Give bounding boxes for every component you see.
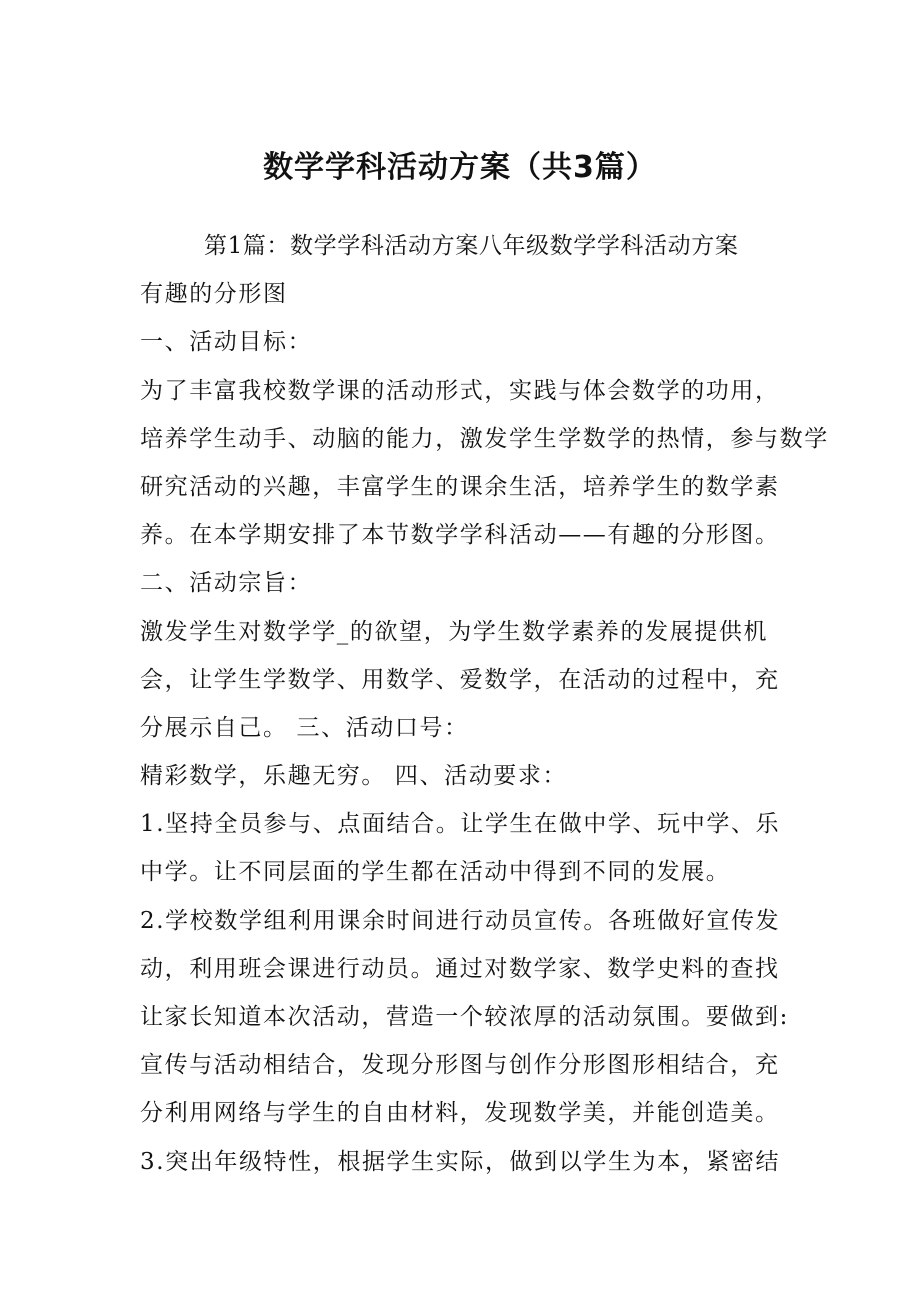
body-line: 激发学生对数学学_的欲望，为学生数学素养的发展提供机: [140, 618, 769, 645]
section-heading: 二、活动宗旨：: [140, 570, 313, 597]
section-heading: 一、活动目标：: [140, 329, 313, 356]
body-line: 分展示自己。 三、活动口号：: [140, 714, 469, 741]
list-item: 3.突出年级特性，根据学生实际，做到以学生为本，紧密结: [140, 1148, 781, 1175]
body-line: 分利用网络与学生的自由材料，发现数学美，并能创造美。: [140, 1100, 780, 1127]
body-line: 精彩数学，乐趣无穷。 四、活动要求：: [140, 763, 568, 790]
body-line: 有趣的分形图: [140, 281, 288, 308]
body-line: 中学。让不同层面的学生都在活动中得到不同的发展。: [140, 859, 731, 886]
body-line: 宣传与活动相结合，发现分形图与创作分形图形相结合，充: [140, 1052, 780, 1079]
document-body: [140, 222, 829, 1186]
document-title: 数学学科活动方案（共3篇）: [263, 150, 657, 185]
body-line: 研究活动的兴趣，丰富学生的课余生活，培养学生的数学素: [140, 473, 780, 500]
body-line: 让家长知道本次活动，营造一个较浓厚的活动氛围。要做到:: [140, 1004, 789, 1030]
body-line: 培养学生动手、动脑的能力，激发学生学数学的热情，参与数学: [140, 425, 829, 452]
list-item: 2.学校数学组利用课余时间进行动员宣传。各班做好宣传发: [140, 907, 781, 934]
body-line: 为了丰富我校数学课的活动形式，实践与体会数学的功用，: [140, 377, 780, 404]
section-heading: 第1篇：数学学科活动方案八年级数学学科活动方案: [204, 233, 739, 259]
body-line: 会，让学生学数学、用数学、爱数学，在活动的过程中，充: [140, 666, 780, 693]
list-item: 1.坚持全员参与、点面结合。让学生在做中学、玩中学、乐: [140, 811, 781, 838]
body-line: 动，利用班会课进行动员。通过对数学家、数学史料的查找: [140, 955, 780, 982]
body-line: 养。在本学期安排了本节数学学科活动——有趣的分形图。: [140, 522, 780, 549]
